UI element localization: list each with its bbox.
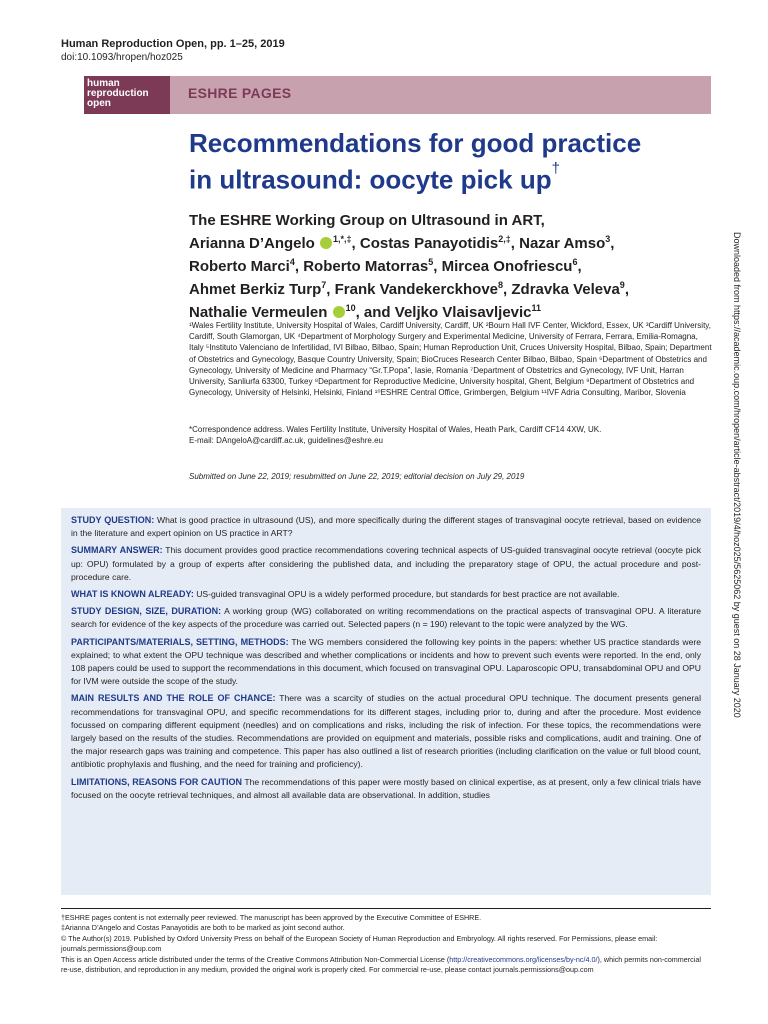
correspondence <box>189 424 714 446</box>
author-line-1: The ESHRE Working Group on Ultrasound in ART, <box>189 212 545 229</box>
orcid-icon[interactable] <box>320 237 332 249</box>
footnote-joint-author: ‡Arianna D’Angelo and Costas Panayotidis are both to be marked as joint second author. <box>61 923 345 933</box>
author-line-2: Arianna D’Angelo $^{1,*,\ddagger}$, Costas Panayotidis$^{2,\ddagger}$, Nazar Amso$^3$, <box>189 234 615 252</box>
article-title <box>189 127 729 196</box>
title-footnote-mark: † <box>551 160 560 177</box>
structured-abstract <box>61 508 711 895</box>
section-title: ESHRE PAGES <box>188 85 292 101</box>
submission-dates: Submitted on June 22, 2019; resubmitted on June 22, 2019; editorial decision on July 29, 2019 <box>189 472 525 481</box>
abstract-main-results: MAIN RESULTS AND THE ROLE OF CHANCE: There was a scarcity of studies on the actual procedural OPU technique. The document presents general recommendations for transvaginal OPU, and specific recommendations for its different stages, including prior to, during and after the procedure. Most evidence focussed on comparing different equipment (needles) and on complications and risks, including the risk of infection. For these topics, the recommendations were largely based on the results of the studies. Recommendations are provided on equipment and materials, possible risks and complications, audit and training. One of the major research gaps was training and competence. This paper has also outlined a list of research priorities (including clarification on the value or full blood count, antibiotic prophylaxis and flushing, and the need for training and proficiency). <box>71 693 701 770</box>
logo-line-1: human <box>87 78 120 89</box>
author-line-3: Roberto Marci$^4$, Roberto Matorras$^5$, Mircea Onofriescu$^6$, <box>189 257 582 275</box>
author-line-4: Ahmet Berkiz Turp$^7$, Frank Vandekerckhove$^8$, Zdravka Veleva$^9$, <box>189 280 629 298</box>
abstract-limitations: LIMITATIONS, REASONS FOR CAUTION The recommendations of this paper were mostly based on clinical expertise, as at present, only a few clinical trials have focused on the oocyte retrieval techniques, and almost all available data are observational. In addition, studies <box>71 776 701 800</box>
correspondence-email[interactable]: E-mail: DAngeloA@cardiff.ac.uk, guidelines@eshre.eu <box>189 436 383 446</box>
title-line-1: Recommendations for good practice <box>189 128 642 158</box>
logo-line-2: reproduction <box>87 88 149 99</box>
orcid-icon[interactable] <box>333 306 345 318</box>
abstract-summary-answer: SUMMARY ANSWER: This document provides good practice recommendations covering technical aspects of US-guided transvaginal oocyte retrieval (oocyte pick up: OPU) formulated by a group of experts after considering the published data, and including the preparatory stage of OPU, the actual procedure and post-procedure care. <box>71 545 702 582</box>
journal-logo <box>84 76 170 114</box>
abstract-study-question: STUDY QUESTION: What is good practice in ultrasound (US), and more specifically during the different stages of transvaginal oocyte retrieval, based on evidence in the literature and expert opinion on US practice in ART? <box>71 515 702 539</box>
title-line-2: in ultrasound: oocyte pick up† <box>189 160 560 195</box>
author-line-5: Nathalie Vermeulen $^{10}$, and Veljko Vlaisavljevic$^{11}$ <box>189 303 542 321</box>
abstract-study-design: STUDY DESIGN, SIZE, DURATION: A working group (WG) collaborated on writing recommendations on the practical aspects of transvaginal OPU. A literature search for evidence of the key aspects of the procedure was carried out. Selected papers (n = 190) relevant to the topic were analyzed by the WG. <box>71 606 701 630</box>
download-watermark: Downloaded from https://academic.oup.com/hropen/article-abstract/2019/4/hoz025/5625062 by guest on 28 January 2020 <box>732 232 742 718</box>
footnote-copyright: © The Author(s) 2019. Published by Oxford University Press on behalf of the European Society of Human Reproduction and Embryology. All rights reserved. For Permissions, please email: journals.permissions@oup.com <box>61 933 658 954</box>
doi: doi:10.1093/hropen/hoz025 <box>61 52 183 63</box>
abstract-known-already: WHAT IS KNOWN ALREADY: US-guided transvaginal OPU is a widely performed procedure, but standards for best practice are not available. <box>71 589 620 600</box>
footnote-license: This is an Open Access article distributed under the terms of the Creative Commons Attribution Non-Commercial License (http://creativecommons.org/licenses/by-nc/4.0/), which permits non-commercial re-use, distribution, and reproduction in any medium, provided the original work is properly cited. For commercial re-use, please contact journals.permissions@oup.com <box>61 954 701 975</box>
footnote-divider <box>61 908 711 909</box>
abstract-participants: PARTICIPANTS/MATERIALS, SETTING, METHODS: The WG members considered the following key points in the papers: whether US practice standards were explained; to what extent the OPU technique was described and whether complications or incidents and how to prevent such events were reported. In the end, only 108 papers could be used to support the recommendations in this document, which focused on transvaginal OPU. Laparoscopic OPU, transabdominal OPU and OPU for IVM were outside the scope of the study. <box>71 636 702 687</box>
section-banner <box>84 76 711 114</box>
footnotes <box>61 913 711 975</box>
journal-citation: Human Reproduction Open, pp. 1–25, 2019 <box>61 38 285 50</box>
footnote-eshre: †ESHRE pages content is not externally peer reviewed. The manuscript has been approved by the Executive Committee of ESHRE. <box>61 913 482 922</box>
license-link[interactable]: http://creativecommons.org/licenses/by-nc/4.0/ <box>449 954 598 964</box>
correspondence-address: *Correspondence address. Wales Fertility Institute, University Hospital of Wales, Heath Park, Cardiff CF14 4XW, UK. <box>189 425 602 434</box>
affiliations: ¹Wales Fertility Institute, University Hospital of Wales, Cardiff University, Cardiff, UK ²Bourn Hall IVF Center, Wickford, Essex, UK ³Cardiff University, Cardiff, South Glamorgan, UK ⁴Department of Morphology Surgery and Experimental Medicine, University of Ferrara, Ferrara, Emilia-Romagna, Italy ⁵Instituto Valenciano de Infertilidad, IVI Bilbao, Bilbao, Spain; Human Reproduction Unit, Cruces University Hospital, Bilbao, Spain; Department of Obstetrics and Gynecology, Basque Country University, Spain; BioCruces Research Center Bilbao, Bilbao, Spain ⁶Department of Obstetrics and Gynecology, University of Medicine and Pharmacy “Gr.T.Popa”, Iasie, Romania ⁷Department of Obstetrics and Gynecology, IVF Unit, Harran University, Sanliurfa 63300, Turkey ⁸Department for Reproductive Medicine, University hospital, Ghent, Belgium ⁹Department of Obstetrics and Gynecology, University of Helsinki, Helsinki, Finland ¹⁰ESHRE Central Office, Grimbergen, Belgium ¹¹IVF Adria Consulting, Maribor, Slovenia <box>189 321 712 398</box>
logo-line-3: open <box>87 98 111 109</box>
author-list <box>189 211 729 322</box>
